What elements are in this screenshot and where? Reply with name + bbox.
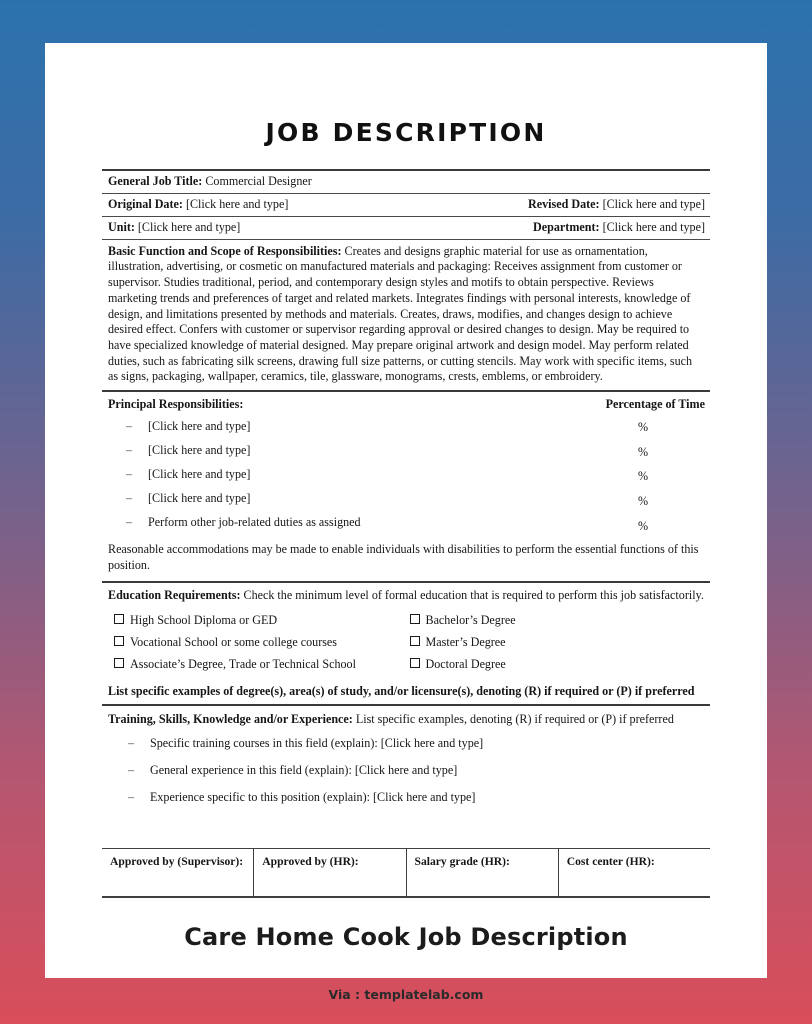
- general-job-title-cell: [108, 175, 312, 189]
- job-description-form: [102, 118, 710, 898]
- approval-table: [102, 848, 710, 898]
- checkbox-icon[interactable]: [410, 614, 420, 624]
- list-item: [108, 486, 705, 510]
- dash-bullet-icon: –: [126, 490, 133, 505]
- checkbox-row-associates-degree[interactable]: [114, 653, 410, 675]
- document-page: [45, 43, 767, 1002]
- footer-attribution: Via : templatelab.com: [328, 987, 484, 1002]
- dash-bullet-icon: –: [126, 466, 133, 481]
- list-item: [102, 757, 710, 784]
- education-checkbox-grid: [102, 609, 710, 679]
- training-field[interactable]: Experience specific to this position (explain): [Click here and type]: [150, 790, 476, 805]
- checkbox-row-bachelors-degree[interactable]: [410, 609, 706, 631]
- checkbox-label: Master’s Degree: [425, 634, 506, 649]
- dash-bullet-icon: –: [126, 442, 133, 457]
- checkbox-icon[interactable]: [114, 658, 124, 668]
- row-general-job-title: [102, 171, 710, 193]
- training-text: List specific examples, denoting (R) if required or (P) if preferred: [355, 712, 674, 727]
- education-requirements-label: Education Requirements:: [108, 588, 241, 603]
- unit-value[interactable]: [Click here and type]: [137, 219, 241, 234]
- checkbox-row-high-school[interactable]: [114, 609, 410, 631]
- dash-bullet-icon: –: [128, 763, 135, 778]
- responsibility-field[interactable]: [Click here and type]: [148, 418, 251, 433]
- checkbox-icon[interactable]: [114, 614, 124, 624]
- principal-responsibilities-header: [102, 392, 710, 414]
- row-dates: [102, 194, 710, 216]
- list-specific-examples-degree: List specific examples of degree(s), area(s) of study, and/or licensure(s), denoting (R) if required or (P) if preferred: [108, 684, 695, 699]
- training-label: Training, Skills, Knowledge and/or Experience:: [108, 712, 353, 727]
- training-field[interactable]: General experience in this field (explain): [Click here and type]: [150, 763, 458, 778]
- general-job-title-value[interactable]: Commercial Designer: [205, 174, 312, 188]
- revised-date-value[interactable]: [Click here and type]: [602, 196, 705, 211]
- education-requirements-header: [102, 583, 710, 609]
- basic-function-label: Basic Function and Scope of Responsibilities:: [108, 243, 342, 258]
- unit-label: Unit:: [108, 219, 135, 234]
- approval-cell-supervisor[interactable]: Approved by (Supervisor):: [102, 849, 254, 896]
- department-value[interactable]: [Click here and type]: [602, 219, 705, 234]
- responsibility-field[interactable]: [Click here and type]: [148, 466, 251, 481]
- percentage-marks-column: [628, 414, 658, 544]
- checkbox-label: Associate’s Degree, Trade or Technical School: [130, 656, 356, 671]
- revised-date-cell: [528, 198, 705, 212]
- education-options-left: [114, 609, 410, 675]
- training-header: [102, 706, 710, 730]
- education-requirements-text: Check the minimum level of formal education that is required to perform this job satisfactorily.: [243, 588, 704, 603]
- original-date-value[interactable]: [Click here and type]: [185, 196, 289, 211]
- percentage-of-time-heading: Percentage of Time: [605, 397, 705, 412]
- checkbox-icon[interactable]: [410, 658, 420, 668]
- general-job-title-label: General Job Title:: [108, 174, 203, 188]
- percent-mark: %: [637, 444, 649, 459]
- principal-responsibilities-list: [102, 414, 710, 536]
- footer-caption: Care Home Cook Job Description: [184, 923, 628, 951]
- checkbox-icon[interactable]: [114, 636, 124, 646]
- checkbox-row-vocational-school[interactable]: [114, 631, 410, 653]
- percent-mark: %: [637, 518, 649, 533]
- list-item: [108, 510, 705, 534]
- approval-cell-hr[interactable]: Approved by (HR):: [254, 849, 406, 896]
- responsibility-static: Perform other job-related duties as assigned: [148, 514, 361, 529]
- checkbox-label: Doctoral Degree: [425, 656, 506, 671]
- page-title: JOB DESCRIPTION: [265, 118, 547, 147]
- dash-bullet-icon: –: [126, 514, 133, 529]
- list-item: [102, 730, 710, 757]
- training-field[interactable]: Specific training courses in this field (explain): [Click here and type]: [150, 736, 484, 751]
- list-item: [108, 438, 705, 462]
- responsibility-field[interactable]: [Click here and type]: [148, 490, 251, 505]
- approval-cell-cost-center[interactable]: Cost center (HR):: [566, 855, 655, 869]
- department-label: Department:: [533, 219, 600, 234]
- accommodation-note: Reasonable accommodations may be made to enable individuals with disabilities to perform the essential functions of this position.: [108, 542, 699, 573]
- checkbox-icon[interactable]: [410, 636, 420, 646]
- department-cell: [533, 221, 705, 235]
- checkbox-row-masters-degree[interactable]: [410, 631, 706, 653]
- original-date-cell: [108, 198, 288, 212]
- dash-bullet-icon: –: [126, 418, 133, 433]
- dash-bullet-icon: –: [128, 790, 135, 805]
- percent-mark: %: [637, 493, 649, 508]
- row-unit-department: [102, 217, 710, 239]
- list-item: [108, 462, 705, 486]
- unit-cell: [108, 221, 240, 235]
- list-item: [108, 414, 705, 438]
- percent-mark: %: [637, 469, 649, 484]
- approval-cell-salary-grade[interactable]: Salary grade (HR):: [407, 849, 559, 896]
- checkbox-label: High School Diploma or GED: [130, 612, 278, 627]
- checkbox-row-doctoral-degree[interactable]: [410, 653, 706, 675]
- dash-bullet-icon: –: [128, 736, 135, 751]
- basic-function-text: Creates and designs graphic material for use as ornamentation, illustration, advertising, or cosmetic on manufactured materials and packaging: Receives assignment from customer or supervisor. Studies traditional, period, and contemporary design styles and motifs to obtain perspective. Reviews marketing trends and preferences of target and related markets. Integrates findings with personal interests, knowledge of design, and limitations presented by methods and materials. Creates, draws, modifies, and changes design to achieve desired effect. Confers with customer or supervisor regarding approval or desired changes to design. May be required to have specialized knowledge of material designed. May prepare original artwork and design model. May perform related duties, such as fabricating silk screens, drawing full size patterns, or cutting stencils. May work with specific items, such as signs, packaging, wallpaper, ceramics, tile, glassware, monograms, crests, emblems, or embroidery.: [108, 243, 693, 384]
- revised-date-label: Revised Date:: [528, 196, 600, 211]
- percent-mark: %: [637, 420, 649, 435]
- basic-function-block: [102, 240, 710, 390]
- education-options-right: [410, 609, 706, 675]
- list-item: [102, 784, 710, 811]
- principal-responsibilities-heading: Principal Responsibilities:: [108, 397, 244, 412]
- responsibility-field[interactable]: [Click here and type]: [148, 442, 251, 457]
- checkbox-label: Vocational School or some college courses: [130, 634, 337, 649]
- original-date-label: Original Date:: [108, 196, 183, 211]
- checkbox-label: Bachelor’s Degree: [425, 612, 516, 627]
